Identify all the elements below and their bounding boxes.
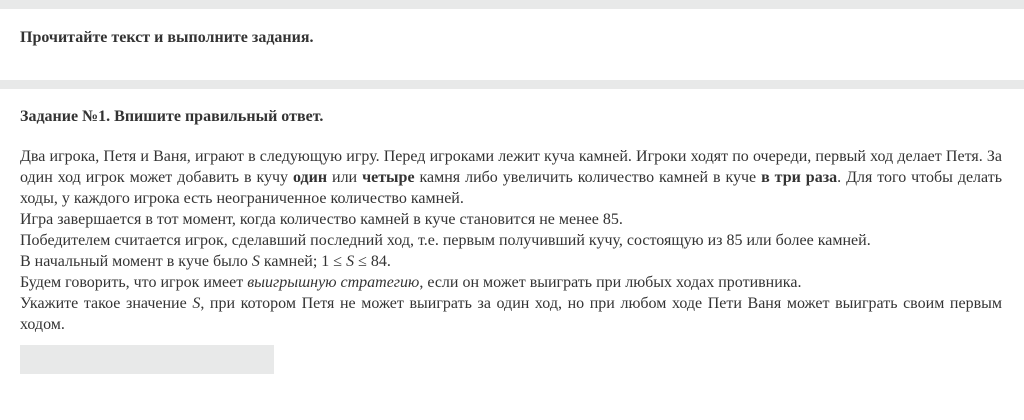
intro-card bbox=[0, 9, 1024, 80]
text-span: или bbox=[327, 169, 363, 186]
math-variable: S bbox=[251, 253, 260, 270]
top-band bbox=[0, 0, 1024, 9]
task-text bbox=[20, 146, 1002, 335]
text-span: Будем говорить, что игрок имеет bbox=[20, 274, 248, 291]
italic-term: выигрышную стратегию bbox=[247, 274, 420, 291]
text-span: , если он может выиграть при любых ходах противника. bbox=[419, 274, 802, 291]
task-card bbox=[0, 89, 1024, 420]
section-divider bbox=[0, 80, 1024, 89]
intro-title: Прочитайте текст и выполните задания. bbox=[20, 29, 314, 46]
text-span: камня либо увеличить количество камней в куче bbox=[414, 169, 762, 186]
task-paragraph-winner: Победителем считается игрок, сделавший последний ход, т.е. первым получивший кучу, состоящую из 85 или более камней. bbox=[20, 232, 871, 249]
text-span: В начальный момент в куче было bbox=[20, 253, 252, 270]
bold-text: в три раза bbox=[761, 169, 838, 186]
task-paragraph-question bbox=[20, 293, 1002, 335]
text-span: Два игрока, Петя и Ваня, играют в следующую игру. Перед игроками лежит куча камней. Игроки ходят по очереди, первый ход делает Петя. За один ход игрок может добавить в кучу bbox=[20, 148, 1002, 186]
task-paragraph-start bbox=[20, 251, 1002, 272]
task-paragraph-end: Игра завершается в тот момент, когда количество камней в куче становится не менее 85. bbox=[20, 211, 623, 228]
text-span: камней; 1 ≤ bbox=[259, 253, 347, 270]
text-span: . Для того чтобы делать ходы, у каждого игрока есть неограниченное количество камней. bbox=[20, 169, 1003, 207]
text-span: ≤ 84. bbox=[354, 253, 391, 270]
text-span: Укажите такое значение bbox=[20, 295, 193, 312]
answer-input[interactable] bbox=[20, 345, 274, 374]
task-title: Задание №1. Впишите правильный ответ. bbox=[20, 108, 324, 125]
text-span: , при котором Петя не может выиграть за один ход, но при любом ходе Пети Ваня может выиграть своим первым ходом. bbox=[20, 295, 1003, 333]
bold-text: четыре bbox=[362, 169, 415, 186]
math-variable: S bbox=[192, 295, 201, 312]
task-paragraph-strategy bbox=[20, 272, 1002, 293]
math-variable: S bbox=[346, 253, 355, 270]
bold-text: один bbox=[292, 169, 328, 186]
task-paragraph-rules bbox=[20, 146, 1002, 209]
